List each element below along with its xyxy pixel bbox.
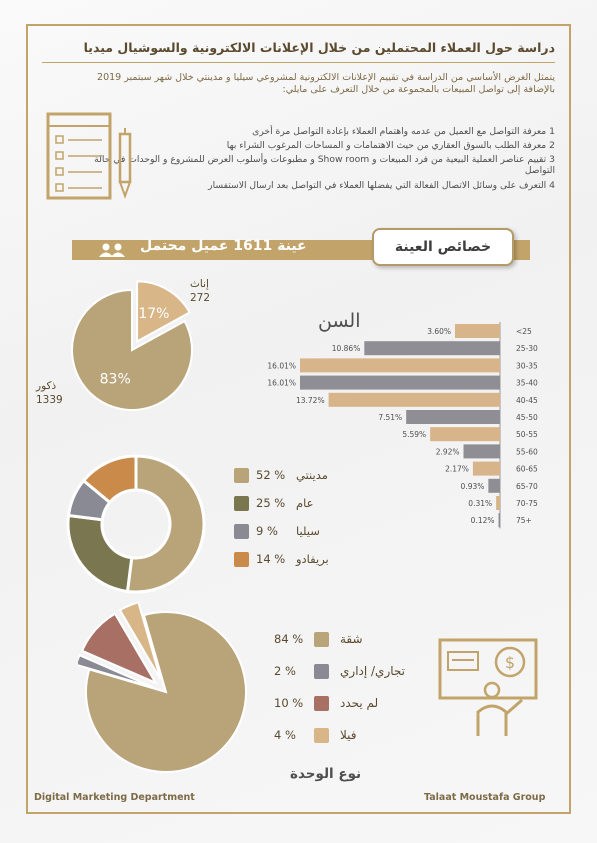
unit-legend-swatch-2 xyxy=(314,696,329,711)
project-legend-swatch-2 xyxy=(234,524,249,539)
age-value-label-3: 16.01% xyxy=(267,378,296,388)
people-icon xyxy=(98,242,126,258)
age-category-label-3: 35-40 xyxy=(516,378,538,388)
age-category-label-1: 25-30 xyxy=(516,344,538,354)
age-category-label-2: 30-35 xyxy=(516,361,538,371)
age-category-label-5: 45-50 xyxy=(516,413,538,422)
unit-type-pie-chart xyxy=(78,596,258,776)
unit-legend-swatch-0 xyxy=(314,632,329,647)
age-value-label-6: 5.59% xyxy=(402,430,427,440)
age-bar-3 xyxy=(300,376,500,390)
unit-legend-label-1: تجاري/ إداري xyxy=(340,664,405,678)
footer-company: Talaat Moustafa Group xyxy=(424,792,546,803)
age-bar-11 xyxy=(499,513,500,527)
age-category-label-4: 40-45 xyxy=(516,395,538,405)
age-bar-0 xyxy=(455,324,500,338)
project-legend-swatch-0 xyxy=(234,468,249,483)
male-label: ذكور xyxy=(36,380,57,392)
age-category-label-7: 55-60 xyxy=(516,447,538,457)
age-value-label-0: 3.60% xyxy=(427,327,452,336)
age-value-label-11: 0.12% xyxy=(470,516,495,526)
gender-slice-label-1: 83% xyxy=(99,371,131,388)
project-legend-label-3: بريفادو xyxy=(296,552,329,566)
project-slice-0 xyxy=(127,456,204,592)
unit-legend-swatch-3 xyxy=(314,728,329,743)
female-label: إناث xyxy=(190,278,209,290)
age-bar-4 xyxy=(329,393,500,407)
intro-text: يتمثل الغرض الأساسي من الدراسة في تقييم الإعلانات الالكترونية لمشروعي سيليا و مدينتي خلال شهر سبتمبر 2019 بالإضافة إلى تواصل المبيعات بالمجموعة من خلال التعرف على مايلي: xyxy=(97,72,555,95)
age-value-label-5: 7.51% xyxy=(378,413,403,422)
title-divider xyxy=(42,62,555,63)
unit-legend-label-2: لم يحدد xyxy=(340,696,379,710)
objective-2: 2 معرفة الطلب بالسوق العقاري من حيث الاهتمامات و المساحات المرغوب الشراء بها xyxy=(226,140,555,151)
age-chart-title: السن xyxy=(318,310,361,332)
age-bar-2 xyxy=(300,358,500,372)
age-value-label-4: 13.72% xyxy=(295,395,325,405)
age-value-label-7: 2.92% xyxy=(435,447,460,457)
project-legend-value-0: 52 % xyxy=(256,468,286,482)
presenter-icon xyxy=(432,626,542,746)
age-value-label-2: 16.01% xyxy=(267,361,296,371)
objective-4: 4 التعرف على وسائل الاتصال الفعالة التي يفضلها العملاء في التواصل بعد ارسال الاستفسار xyxy=(208,180,555,191)
project-slice-1 xyxy=(68,515,132,591)
age-bar-9 xyxy=(488,479,500,493)
female-count: 272 xyxy=(190,292,211,304)
unit-legend-label-3: فيلا xyxy=(340,728,357,742)
age-value-label-8: 2.17% xyxy=(445,464,469,474)
age-bar-6 xyxy=(430,427,500,441)
checklist-icon xyxy=(44,110,144,202)
age-category-label-6: 50-55 xyxy=(516,430,538,440)
project-legend-label-1: عام xyxy=(296,496,314,510)
age-category-label-8: 60-65 xyxy=(516,464,538,474)
project-legend-swatch-3 xyxy=(234,552,249,567)
unit-legend-value-1: 2 % xyxy=(274,664,296,678)
age-bar-8 xyxy=(473,462,500,476)
male-count: 1339 xyxy=(36,394,63,406)
age-value-label-9: 0.93% xyxy=(460,481,485,491)
unit-legend-label-0: شقة xyxy=(340,632,363,646)
pen-icon xyxy=(120,128,130,196)
project-legend-label-0: مدينتي xyxy=(296,468,328,482)
age-category-label-0: <25 xyxy=(516,327,532,336)
unit-legend-value-3: 4 % xyxy=(274,728,296,742)
project-legend-swatch-1 xyxy=(234,496,249,511)
project-legend-value-3: 14 % xyxy=(256,552,286,566)
sample-count: عينة 1611 عميل محتمل xyxy=(140,238,307,254)
project-legend-value-2: 9 % xyxy=(256,524,278,538)
objective-3: 3 تقييم عناصر العملية البيعية من فرد المبيعات و Show room و مطبوعات وأسلوب العرض للمشروع و الوحدات في حالة التواصل xyxy=(94,154,555,176)
project-donut-chart xyxy=(62,452,212,602)
age-bar-7 xyxy=(464,444,500,458)
svg-text:$: $ xyxy=(504,653,516,672)
section-tab-sample: خصائص العينة xyxy=(372,228,514,266)
age-category-label-11: 75+ xyxy=(516,516,532,526)
age-category-label-9: 65-70 xyxy=(516,481,538,491)
project-legend-value-1: 25 % xyxy=(256,496,286,510)
objective-1: 1 معرفة التواصل مع العميل من عدمه واهتمام العملاء بإعادة التواصل مرة أخرى xyxy=(252,126,555,137)
unit-legend-value-2: 10 % xyxy=(274,696,304,710)
unit-legend-value-0: 84 % xyxy=(274,632,304,646)
age-value-label-1: 10.86% xyxy=(331,344,361,354)
age-bar-1 xyxy=(364,341,500,355)
unit-legend-swatch-1 xyxy=(314,664,329,679)
gender-slice-label-0: 17% xyxy=(138,305,170,322)
unit-type-title: نوع الوحدة xyxy=(290,766,362,782)
age-value-label-10: 0.31% xyxy=(468,499,493,508)
page-title: دراسة حول العملاء المحتملين من خلال الإعلانات الالكترونية والسوشيال ميديا xyxy=(83,40,555,55)
age-bar-chart xyxy=(230,322,560,562)
footer-department: Digital Marketing Department xyxy=(34,792,195,803)
project-legend-label-2: سيليا xyxy=(296,524,320,538)
age-category-label-10: 70-75 xyxy=(516,499,538,508)
age-bar-5 xyxy=(406,410,500,424)
age-bar-10 xyxy=(496,496,500,510)
